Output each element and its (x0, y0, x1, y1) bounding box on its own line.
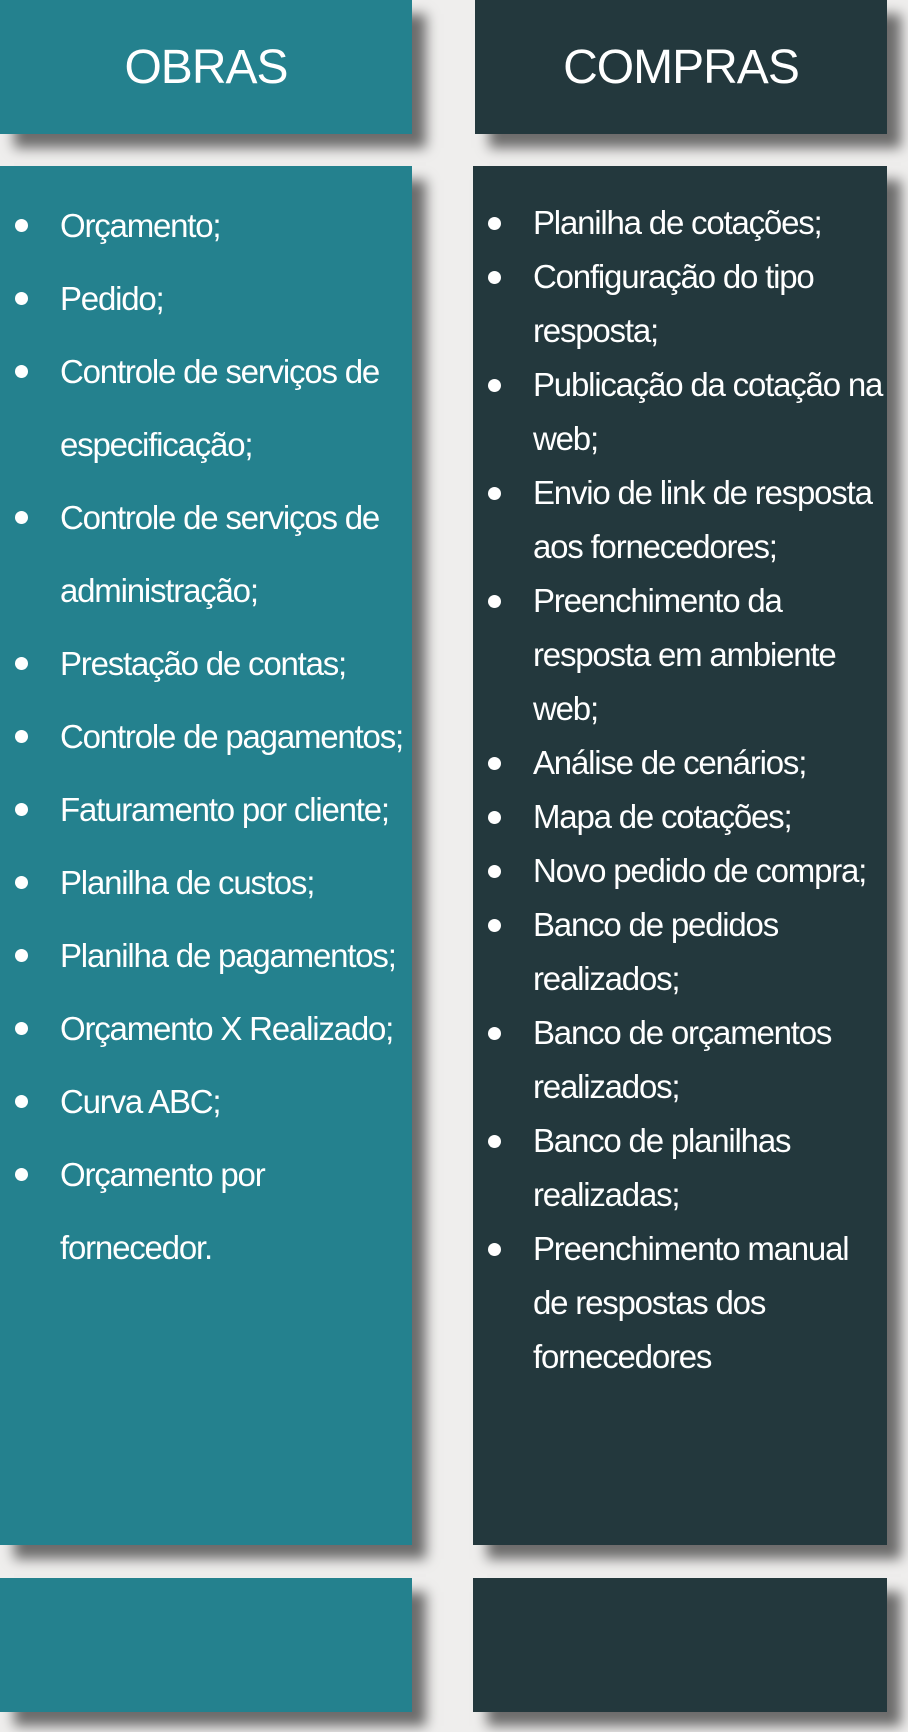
bullet-dot-icon (15, 292, 28, 305)
list-item (533, 844, 887, 898)
bullet-dot-icon (488, 487, 501, 500)
list-item-text: Configuração do tipo resposta; (533, 258, 814, 349)
list-item (533, 1006, 887, 1114)
list-item-text: Faturamento por cliente; (60, 791, 389, 828)
list-item-text: Orçamento; (60, 207, 221, 244)
obras-feature-list (60, 189, 405, 1284)
bullet-dot-icon (488, 217, 501, 230)
compras-header (475, 0, 887, 134)
list-item (533, 574, 887, 736)
list-item (60, 700, 405, 773)
bullet-dot-icon (488, 919, 501, 932)
obras-footer (0, 1578, 412, 1712)
bullet-dot-icon (15, 657, 28, 670)
list-item-text: Controle de serviços de administração; (60, 499, 380, 609)
list-item-text: Banco de planilhas realizadas; (533, 1122, 791, 1213)
bullet-dot-icon (488, 379, 501, 392)
list-item-text: Orçamento X Realizado; (60, 1010, 394, 1047)
list-item-text: Curva ABC; (60, 1083, 221, 1120)
bullet-dot-icon (488, 1027, 501, 1040)
list-item (60, 189, 405, 262)
bullet-dot-icon (15, 1022, 28, 1035)
list-item-text: Banco de orçamentos realizados; (533, 1014, 832, 1105)
list-item-text: Planilha de custos; (60, 864, 315, 901)
list-item (533, 250, 887, 358)
bullet-dot-icon (488, 757, 501, 770)
list-item-text: Controle de serviços de especificação; (60, 353, 380, 463)
list-item (533, 466, 887, 574)
obras-header (0, 0, 412, 134)
compras-title: COMPRAS (563, 41, 799, 94)
list-item-text: Orçamento por fornecedor. (60, 1156, 265, 1266)
list-item (60, 335, 405, 481)
list-item (60, 262, 405, 335)
list-item-text: Pedido; (60, 280, 164, 317)
list-item (533, 736, 887, 790)
bullet-dot-icon (15, 219, 28, 232)
list-item (533, 898, 887, 1006)
list-item (533, 1114, 887, 1222)
bullet-dot-icon (15, 730, 28, 743)
bullet-dot-icon (15, 803, 28, 816)
bullet-dot-icon (15, 876, 28, 889)
bullet-dot-icon (15, 1168, 28, 1181)
list-item (533, 1222, 887, 1384)
list-item (60, 992, 405, 1065)
list-item (60, 1138, 405, 1284)
list-item-text: Controle de pagamentos; (60, 718, 403, 755)
list-item-text: Novo pedido de compra; (533, 852, 867, 889)
compras-footer (473, 1578, 887, 1712)
list-item (60, 481, 405, 627)
list-item-text: Banco de pedidos realizados; (533, 906, 779, 997)
list-item (60, 919, 405, 992)
bullet-dot-icon (488, 811, 501, 824)
list-item-text: Envio de link de resposta aos fornecedores; (533, 474, 872, 565)
bullet-dot-icon (488, 595, 501, 608)
list-item-text: Preenchimento da resposta em ambiente web; (533, 582, 836, 727)
compras-feature-list (533, 196, 887, 1384)
list-item-text: Análise de cenários; (533, 744, 807, 781)
list-item-text: Planilha de pagamentos; (60, 937, 396, 974)
list-item (60, 627, 405, 700)
bullet-dot-icon (15, 511, 28, 524)
list-item (533, 196, 887, 250)
bullet-dot-icon (15, 1095, 28, 1108)
obras-title: OBRAS (124, 41, 288, 94)
bullet-dot-icon (488, 271, 501, 284)
bullet-dot-icon (488, 1135, 501, 1148)
list-item-text: Prestação de contas; (60, 645, 347, 682)
bullet-dot-icon (15, 949, 28, 962)
bullet-dot-icon (488, 865, 501, 878)
list-item-text: Preenchimento manual de respostas dos fornecedores (533, 1230, 849, 1375)
bullet-dot-icon (488, 1243, 501, 1256)
list-item (533, 358, 887, 466)
list-item-text: Planilha de cotações; (533, 204, 822, 241)
list-item (60, 773, 405, 846)
list-item-text: Publicação da cotação na web; (533, 366, 883, 457)
list-item-text: Mapa de cotações; (533, 798, 792, 835)
list-item (60, 846, 405, 919)
list-item (60, 1065, 405, 1138)
bullet-dot-icon (15, 365, 28, 378)
list-item (533, 790, 887, 844)
